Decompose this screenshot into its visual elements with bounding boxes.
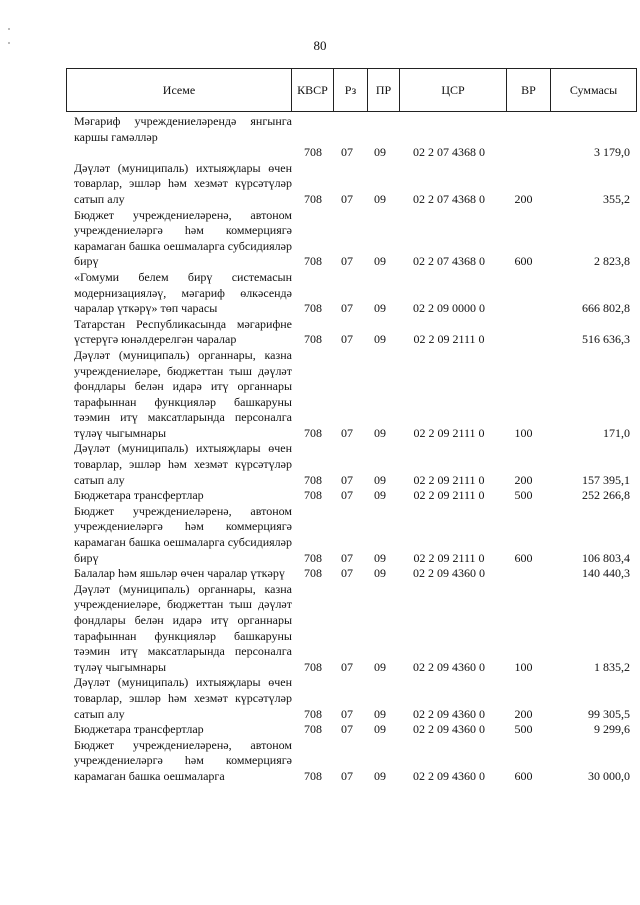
cell-csr: 02 2 09 4360 0 — [413, 768, 485, 783]
cell-rz: 07 — [341, 191, 353, 206]
cell-pr — [364, 114, 396, 145]
cell-rz: 07 — [341, 550, 353, 565]
cell-name: Бюджетара трансфертлар — [74, 722, 204, 737]
cell-vr: 100 — [514, 659, 533, 674]
cell-vr — [502, 114, 545, 145]
cell-sum: 99 305,5 — [588, 706, 630, 721]
cell-rz: 07 — [341, 722, 353, 737]
cell-kvsr: 708 — [304, 472, 322, 487]
table-row — [74, 145, 630, 161]
column-header-csr: ЦСР — [400, 69, 507, 112]
table-row — [74, 488, 630, 504]
cell-vr: 600 — [514, 550, 533, 565]
table-row — [74, 738, 630, 785]
cell-csr: 02 2 09 2111 0 — [413, 472, 485, 487]
header-row — [67, 69, 637, 112]
cell-sum: 9 299,6 — [594, 722, 630, 737]
table-row — [74, 348, 630, 442]
cell-pr: 09 — [374, 191, 386, 206]
cell-kvsr: 708 — [304, 145, 322, 160]
cell-sum: 30 000,0 — [588, 768, 630, 783]
cell-pr: 09 — [374, 706, 386, 721]
cell-vr: 200 — [514, 706, 533, 721]
cell-pr: 09 — [374, 332, 386, 347]
cell-rz: 07 — [341, 472, 353, 487]
cell-name: Бюджет учреждениеләренә, автоном учреждениеләргә һәм коммерциягә карамаган башка оешмаларга субсидияләр бирү — [74, 503, 292, 565]
table-row — [74, 161, 630, 208]
cell-pr: 09 — [374, 301, 386, 316]
column-header-vr: ВР — [507, 69, 551, 112]
cell-kvsr: 708 — [304, 425, 322, 440]
cell-vr — [502, 145, 545, 161]
cell-rz: 07 — [341, 566, 353, 581]
cell-vr — [502, 566, 545, 582]
cell-kvsr: 708 — [304, 254, 322, 269]
table-row — [74, 317, 630, 348]
cell-sum: 1 835,2 — [594, 659, 630, 674]
cell-name: Дәүләт (муниципаль) органнары, казна учреждениеләре, бюджеттан тыш дәүләт фондлары белән идарә итү органнары тарафыннан функцияләр башкаруны тәэмин итү максатларында персоналга түләү чыгымнары — [74, 347, 292, 440]
cell-vr: 200 — [514, 191, 533, 206]
cell-kvsr: 708 — [304, 566, 322, 581]
cell-rz: 07 — [341, 488, 353, 503]
cell-name: Бюджетара трансфертлар — [74, 488, 204, 503]
cell-kvsr: 708 — [304, 706, 322, 721]
cell-sum: 252 266,8 — [582, 488, 630, 503]
cell-rz: 07 — [341, 332, 353, 347]
table-row — [74, 270, 630, 317]
column-header-kvsr: КВСР — [292, 69, 334, 112]
cell-vr: 100 — [514, 425, 533, 440]
table-row — [74, 114, 630, 145]
margin-mark — [8, 28, 10, 30]
cell-sum: 666 802,8 — [582, 301, 630, 316]
cell-rz: 07 — [341, 254, 353, 269]
cell-sum: 171,0 — [603, 425, 630, 440]
cell-sum: 2 823,8 — [594, 254, 630, 269]
cell-pr: 09 — [374, 566, 386, 581]
cell-name: Мәгариф учреждениеләрендә янгынга каршы гамәлләр — [74, 114, 292, 144]
table-header — [66, 68, 637, 112]
cell-kvsr: 708 — [304, 550, 322, 565]
table-row — [74, 582, 630, 676]
cell-pr: 09 — [374, 488, 386, 503]
cell-kvsr: 708 — [304, 332, 322, 347]
cell-rz: 07 — [341, 425, 353, 440]
cell-sum: 355,2 — [603, 191, 630, 206]
cell-name: Дәүләт (муниципаль) ихтыяҗлары өчен товарлар, эшләр һәм хезмәт күрсәтүләр сатып алу — [74, 441, 292, 487]
cell-name: «Гомуми белем бирү системасын модернизацияләү, мәгариф өлкәсендә чаралар үткәрү» төп чарасы — [74, 269, 292, 316]
cell-vr: 500 — [514, 722, 533, 737]
cell-name: Дәүләт (муниципаль) ихтыяҗлары өчен товарлар, эшләр һәм хезмәт күрсәтүләр сатып алу — [74, 675, 292, 721]
cell-vr — [502, 317, 545, 348]
cell-name: Татарстан Республикасында мәгарифне үстерүгә юнәлдерелгән чаралар — [74, 316, 292, 347]
cell-vr: 600 — [514, 768, 533, 783]
cell-vr: 500 — [514, 488, 533, 503]
cell-rz — [330, 114, 364, 145]
cell-kvsr — [296, 114, 330, 145]
column-header-sum: Суммасы — [551, 69, 637, 112]
cell-sum: 140 440,3 — [582, 566, 630, 581]
cell-csr: 02 2 09 4360 0 — [413, 566, 485, 581]
cell-sum: 157 395,1 — [582, 472, 630, 487]
cell-pr: 09 — [374, 425, 386, 440]
cell-sum: 106 803,4 — [582, 550, 630, 565]
cell-pr: 09 — [374, 550, 386, 565]
cell-name: Балалар һәм яшьләр өчен чаралар үткәрү — [74, 566, 285, 581]
page-number: 80 — [313, 38, 327, 53]
column-header-rz: Рз — [334, 69, 368, 112]
cell-csr: 02 2 09 4360 0 — [413, 659, 485, 674]
cell-kvsr: 708 — [304, 722, 322, 737]
cell-csr: 02 2 09 4360 0 — [413, 706, 485, 721]
cell-vr: 600 — [514, 254, 533, 269]
column-header-pr: ПР — [368, 69, 400, 112]
cell-rz: 07 — [341, 768, 353, 783]
budget-table — [74, 114, 630, 785]
cell-kvsr: 708 — [304, 488, 322, 503]
cell-kvsr: 708 — [304, 301, 322, 316]
cell-csr: 02 2 09 2111 0 — [413, 425, 485, 440]
column-header-name: Исеме — [67, 69, 292, 112]
table-row — [74, 504, 630, 566]
cell-rz: 07 — [341, 145, 353, 160]
cell-csr: 02 2 09 0000 0 — [413, 301, 485, 316]
table-row — [74, 208, 630, 270]
cell-pr: 09 — [374, 768, 386, 783]
cell-csr: 02 2 09 2111 0 — [413, 332, 485, 347]
cell-rz: 07 — [341, 659, 353, 674]
cell-name: Бюджет учреждениеләренә, автоном учреждениеләргә һәм коммерциягә карамаган башка оешмаларга — [74, 737, 292, 783]
cell-csr — [396, 114, 502, 145]
cell-kvsr: 708 — [304, 768, 322, 783]
table-row — [74, 441, 630, 488]
cell-rz: 07 — [341, 301, 353, 316]
table-row — [74, 675, 630, 722]
table-row — [74, 722, 630, 738]
cell-pr: 09 — [374, 472, 386, 487]
cell-name: Дәүләт (муниципаль) органнары, казна учреждениеләре, бюджеттан тыш дәүләт фондлары белән идарә итү органнары тарафыннан функцияләр башкаруны тәэмин итү максатларында персоналга түләү чыгымнары — [74, 581, 292, 674]
cell-pr: 09 — [374, 722, 386, 737]
cell-sum: 3 179,0 — [594, 145, 630, 160]
cell-csr: 02 2 09 2111 0 — [413, 488, 485, 503]
table-row — [74, 566, 630, 582]
cell-name: Дәүләт (муниципаль) ихтыяҗлары өчен товарлар, эшләр һәм хезмәт күрсәтүләр сатып алу — [74, 160, 292, 206]
cell-name: Бюджет учреждениеләренә, автоном учреждениеләргә һәм коммерциягә карамаган башка оешмаларга субсидияләр бирү — [74, 207, 292, 269]
cell-rz: 07 — [341, 706, 353, 721]
cell-sum — [545, 114, 630, 145]
cell-vr — [502, 270, 545, 317]
cell-pr: 09 — [374, 659, 386, 674]
cell-pr: 09 — [374, 254, 386, 269]
cell-vr: 200 — [514, 472, 533, 487]
cell-sum: 516 636,3 — [582, 332, 630, 347]
cell-csr: 02 2 07 4368 0 — [413, 191, 485, 206]
cell-csr: 02 2 07 4368 0 — [413, 254, 485, 269]
cell-pr: 09 — [374, 145, 386, 160]
cell-csr: 02 2 07 4368 0 — [413, 145, 485, 160]
cell-kvsr: 708 — [304, 659, 322, 674]
cell-csr: 02 2 09 4360 0 — [413, 722, 485, 737]
cell-kvsr: 708 — [304, 191, 322, 206]
cell-name — [74, 145, 296, 161]
cell-csr: 02 2 09 2111 0 — [413, 550, 485, 565]
